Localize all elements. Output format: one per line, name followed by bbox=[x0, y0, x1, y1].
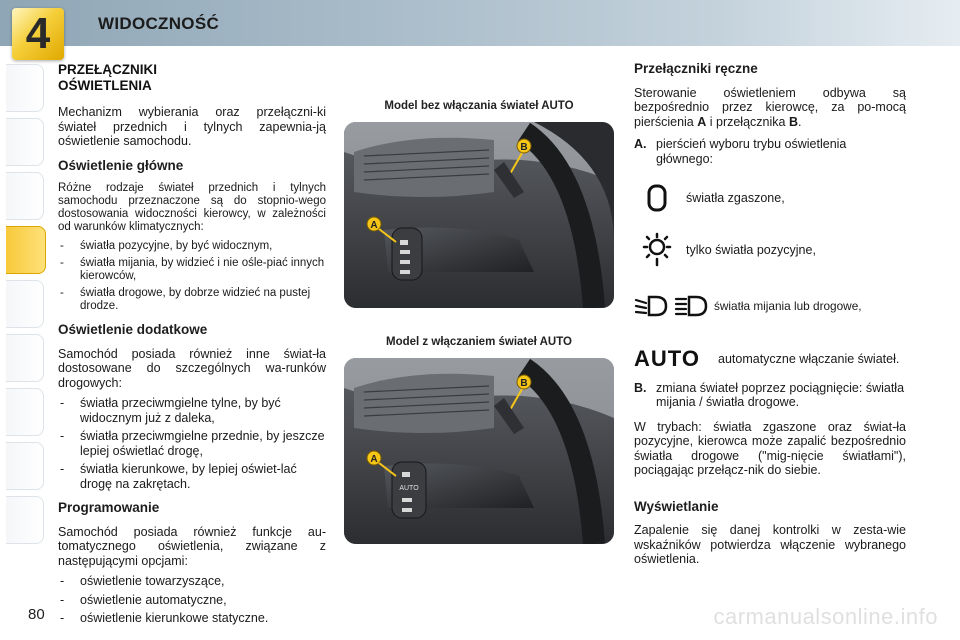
chapter-tab[interactable] bbox=[6, 64, 44, 112]
mode-position-text: tylko światła pozycyjne, bbox=[686, 242, 816, 257]
chapter-tab-active[interactable] bbox=[6, 226, 46, 274]
manual-switches-heading: Przełączniki ręczne bbox=[634, 61, 758, 76]
section-title-line2: OŚWIETLENIA bbox=[58, 78, 152, 93]
display-heading: Wyświetlanie bbox=[634, 498, 719, 514]
mode-auto-text: automatyczne włączanie świateł. bbox=[718, 352, 900, 366]
section-title bbox=[58, 62, 326, 94]
list-item: - światła przeciwmgielne tylne, by być widocznym już z daleka, bbox=[58, 396, 326, 425]
stalk-illustration bbox=[344, 122, 614, 308]
switch-label: B bbox=[788, 114, 798, 129]
figure-caption-no-auto: Model bez włączania świateł AUTO bbox=[384, 100, 574, 112]
stalk-illustration-auto bbox=[344, 358, 614, 544]
main-lighting-list bbox=[58, 240, 326, 313]
chapter-tab[interactable] bbox=[6, 442, 44, 490]
mode-dipped-row bbox=[634, 286, 906, 326]
intro-text: Sterowanie oświetleniem odbywa są bezpośrednio przez kierowcę, za po-mocą pierścienia bbox=[634, 85, 906, 129]
stalk-photo-auto bbox=[344, 358, 614, 544]
main-lighting-text: Różne rodzaje świateł przednich i tylnych samochodu przeznaczone są do stopnio-wego dostosowania widoczności kierowcy, w zależności od warunków klimatycznych: bbox=[58, 182, 326, 233]
chapter-tab[interactable] bbox=[6, 172, 44, 220]
intro-text: . bbox=[797, 114, 802, 129]
chapter-tab[interactable] bbox=[6, 388, 44, 436]
auto-icon-text: AUTO bbox=[634, 346, 700, 371]
mode-position-row bbox=[634, 230, 906, 270]
position-lights-icon bbox=[634, 230, 680, 270]
list-item: - światła mijania, by widzieć i nie ośle-piać innych kierowców, bbox=[58, 257, 326, 283]
programming-heading: Programowanie bbox=[58, 500, 160, 515]
list-item: - światła drogowe, by dobrze widzieć na pustej drodze. bbox=[58, 287, 326, 313]
stalk-photo-no-auto bbox=[344, 122, 614, 308]
auto-lights-icon bbox=[634, 346, 718, 371]
list-item: - oświetlenie towarzyszące, bbox=[58, 574, 326, 589]
mode-auto-row bbox=[634, 346, 906, 371]
watermark: carmanualsonline.info bbox=[713, 604, 938, 629]
chapter-badge: 4 bbox=[12, 8, 64, 60]
mode-dipped-text: światła mijania lub drogowe, bbox=[714, 298, 862, 313]
intro-text: Mechanizm wybierania oraz przełączni-ki świateł przednich i tylnych zapewnia-ją oświetlenie samochodu. bbox=[58, 105, 326, 148]
ring-label: A bbox=[697, 114, 707, 129]
dipped-main-beam-icon bbox=[634, 286, 714, 326]
list-item: - oświetlenie automatyczne, bbox=[58, 593, 326, 608]
callout-a: A bbox=[370, 454, 378, 465]
figure-caption-auto: Model z włączaniem świateł AUTO bbox=[386, 336, 572, 348]
callout-a: A bbox=[370, 220, 378, 231]
modes-explanation: W trybach: światła zgaszone oraz świat-ła pozycyjne, kierowca może zapalić bezpośrednio światła drogowe ("mig-nięcie światłami"), pociągając przełącz-nik do siebie. bbox=[634, 419, 906, 477]
stalk-auto-label: AUTO bbox=[399, 485, 419, 492]
chapter-tab[interactable] bbox=[6, 496, 44, 544]
chapter-tab[interactable] bbox=[6, 334, 44, 382]
lights-off-icon bbox=[634, 178, 680, 218]
main-lighting-heading: Oświetlenie główne bbox=[58, 157, 184, 173]
list-item: - światła pozycyjne, by być widocznym, bbox=[58, 240, 326, 253]
list-item: - światła przeciwmgielne przednie, by jeszcze lepiej oświetlać drogę, bbox=[58, 429, 326, 458]
chapter-tab[interactable] bbox=[6, 280, 44, 328]
extra-lighting-list bbox=[58, 396, 326, 491]
chapter-title: WIDOCZNOŚĆ bbox=[98, 14, 220, 33]
switch-b-description bbox=[634, 381, 906, 410]
page-number: 80 bbox=[28, 606, 45, 623]
intro-text: i przełącznika bbox=[706, 114, 789, 129]
extra-lighting-heading: Oświetlenie dodatkowe bbox=[58, 322, 208, 337]
list-item: - oświetlenie kierunkowe statyczne. bbox=[58, 611, 326, 626]
mode-off-text: światła zgaszone, bbox=[686, 190, 785, 205]
callout-b: B bbox=[520, 142, 528, 153]
list-item: - światła kierunkowe, by lepiej oświet-lać drogę na zakrętach. bbox=[58, 462, 326, 491]
chapter-tab[interactable] bbox=[6, 118, 44, 166]
programming-text: Samochód posiada również funkcje au-tomatycznego oświetlenia, związane z następującymi opcjami: bbox=[58, 524, 326, 568]
item-text: pierścień wyboru trybu oświetlenia głównego: bbox=[656, 137, 847, 166]
ring-a-description bbox=[634, 137, 906, 166]
manual-switches-intro bbox=[634, 86, 906, 130]
section-title-line1: PRZEŁĄCZNIKI bbox=[58, 62, 157, 77]
mode-off-row bbox=[634, 178, 906, 218]
callout-b: B bbox=[520, 378, 528, 389]
item-label: B. bbox=[634, 380, 647, 395]
item-label: A. bbox=[634, 137, 647, 151]
left-column bbox=[58, 62, 326, 630]
display-text: Zapalenie się danej kontrolki w zesta-wie wskaźników potwierdza włączenie wybranego oświetlenia. bbox=[634, 523, 906, 566]
item-text: zmiana świateł poprzez pociągnięcie: światła mijania / światła drogowe. bbox=[656, 380, 905, 409]
programming-list bbox=[58, 574, 326, 626]
extra-lighting-text: Samochód posiada również inne świat-ła dostosowane do szczególnych wa-runków drogowych: bbox=[58, 346, 326, 390]
right-column bbox=[634, 62, 906, 573]
